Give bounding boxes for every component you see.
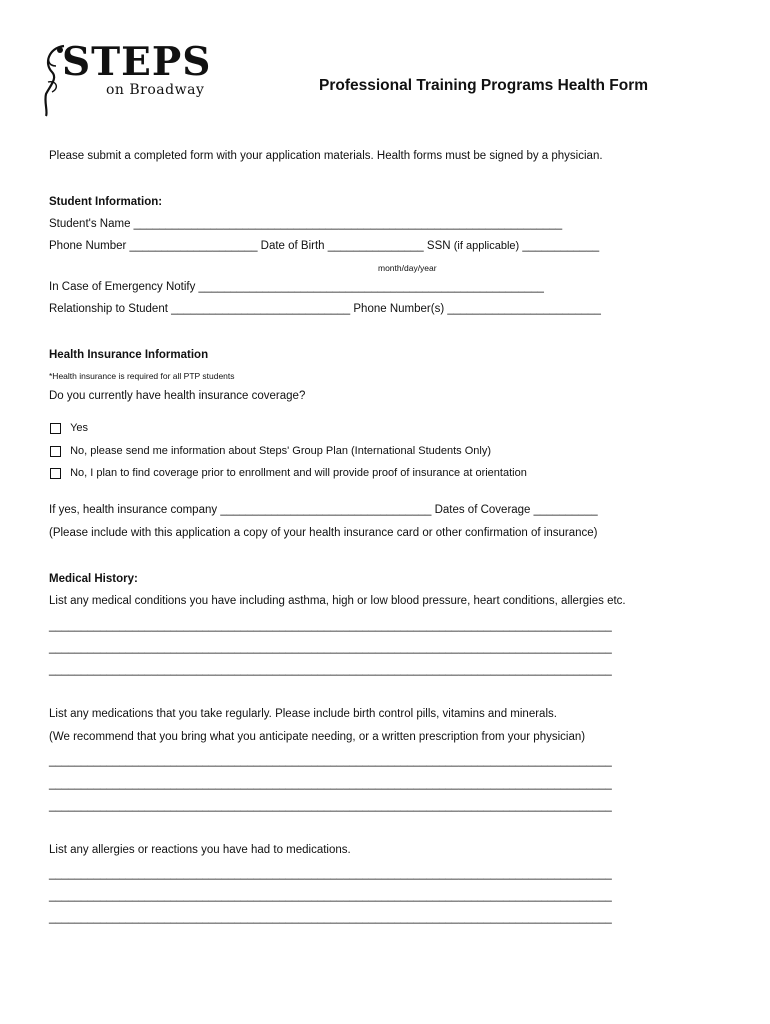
option-label: No, I plan to find coverage prior to enrollment and will provide proof of insurance at orientation xyxy=(70,467,527,479)
insurance-option-yes[interactable] xyxy=(50,422,88,434)
allergies-line[interactable]: ________________________________________________________________________________________ xyxy=(49,868,612,880)
option-label: Yes xyxy=(70,422,89,434)
student-name-field[interactable]: Student's Name ___________________________________________________________________ xyxy=(49,218,563,230)
intro-text: Please submit a completed form with your application materials. Health forms must be signed by a physician. xyxy=(49,150,603,162)
insurance-option-find-coverage[interactable] xyxy=(50,467,527,479)
logo-main-text: STEPS xyxy=(62,39,212,85)
checkbox-icon[interactable] xyxy=(50,468,61,479)
medications-note: (We recommend that you bring what you anticipate needing, or a written prescription from your physician) xyxy=(49,731,586,743)
ssn-hint: (if applicable) xyxy=(453,240,520,252)
conditions-line[interactable]: ________________________________________________________________________________________ xyxy=(49,642,612,654)
allergies-prompt: List any allergies or reactions you have had to medications. xyxy=(49,844,351,856)
relationship-phone-field[interactable]: Relationship to Student ____________________________ Phone Number(s) ________________________ xyxy=(49,303,601,315)
conditions-line[interactable]: ________________________________________________________________________________________ xyxy=(49,664,612,676)
medications-line[interactable]: ________________________________________________________________________________________ xyxy=(49,800,612,812)
phone-dob-ssn-field[interactable] xyxy=(49,240,599,252)
student-info-heading: Student Information: xyxy=(49,196,163,208)
medications-prompt: List any medications that you take regularly. Please include birth control pills, vitamins and minerals. xyxy=(49,708,557,720)
phone-dob-ssn-label: Phone Number ____________________ Date of Birth _______________ SSN xyxy=(49,240,451,252)
insurance-question: Do you currently have health insurance coverage? xyxy=(49,390,306,402)
checkbox-icon[interactable] xyxy=(50,446,61,457)
logo-sub-text: on Broadway xyxy=(106,82,205,98)
option-label: No, please send me information about Steps' Group Plan (International Students Only) xyxy=(70,445,492,457)
insurance-option-group-plan[interactable] xyxy=(50,445,491,457)
medical-history-heading: Medical History: xyxy=(49,573,138,585)
allergies-line[interactable]: ________________________________________________________________________________________ xyxy=(49,912,612,924)
conditions-line[interactable]: ________________________________________________________________________________________ xyxy=(49,620,612,632)
insurance-card-note: (Please include with this application a copy of your health insurance card or other confirmation of insurance) xyxy=(49,527,598,539)
insurance-company-field[interactable]: If yes, health insurance company _________________________________ Dates of Coverage __________ xyxy=(49,504,598,516)
insurance-heading: Health Insurance Information xyxy=(49,349,209,361)
allergies-line[interactable]: ________________________________________________________________________________________ xyxy=(49,890,612,902)
dob-format-hint: month/day/year xyxy=(378,263,437,273)
emergency-contact-field[interactable]: In Case of Emergency Notify ______________________________________________________ xyxy=(49,281,544,293)
medications-line[interactable]: ________________________________________________________________________________________ xyxy=(49,778,612,790)
checkbox-icon[interactable] xyxy=(50,423,61,434)
steps-on-broadway-logo xyxy=(42,39,212,118)
ssn-blank: ____________ xyxy=(522,240,600,252)
medications-line[interactable]: ________________________________________________________________________________________ xyxy=(49,755,612,767)
insurance-required-note: *Health insurance is required for all PTP students xyxy=(49,371,235,381)
conditions-prompt: List any medical conditions you have including asthma, high or low blood pressure, heart conditions, allergies etc. xyxy=(49,595,626,607)
page-title: Professional Training Programs Health Form xyxy=(319,77,649,94)
